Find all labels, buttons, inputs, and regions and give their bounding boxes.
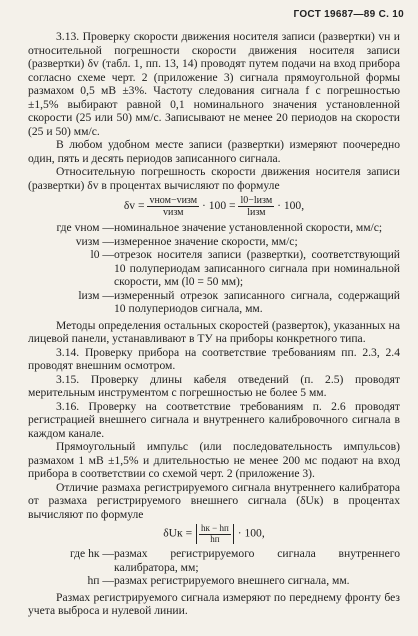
formula-lhs: δv = xyxy=(123,199,145,213)
document-body xyxy=(28,30,400,618)
paragraph-methods: Методы определения остальных скоростей (разверток), указанных на лицевой панели, устанавливают в ТУ на приборы конкретного типа. xyxy=(28,318,400,345)
paragraph-3-13: 3.13. Проверку скорости движения носителя записи (развертки) vн и относительной погрешности скорости движения носителя записи (развертки) δv (табл. 1, пп. 13, 14) проводят путем подачи на вход прибора согласно схеме черт. 2 (приложение 3) сигнала прямоугольной формы размахом 0,5 мВ ±3%. Частоту следования сигнала f с погрешностью ±1,5% выбирают равной 0,1 номинального значения установленной скорости (25 или 50) мм/с. Записывают не менее 20 периодов на скорости (25 и 50) мм/с. xyxy=(28,30,400,138)
where-key: lизм — xyxy=(78,288,114,302)
where-item xyxy=(28,235,400,249)
where-key: где vном — xyxy=(56,221,114,234)
fraction-velocity xyxy=(147,195,199,218)
paragraph-3-15: 3.15. Проверку длины кабеля отведений (п. 2.5) проводят мерительным инструментом с погрешностью не более 5 мм. xyxy=(28,372,400,399)
where-item xyxy=(28,574,400,588)
formula-lhs: δUк = xyxy=(163,526,193,540)
paragraph-pulse: Прямоугольный импульс (или последовательность импульсов) размахом 1 мВ ±1,5% и длительностью не менее 200 мс подают на вход прибора в соответствии со схемой черт. 2 (приложение 3). xyxy=(28,440,400,480)
where-item xyxy=(28,547,400,574)
formula-velocity-error xyxy=(28,195,400,218)
where-value: размах регистрируемого сигнала внутреннего калибратора, мм; xyxy=(114,547,400,574)
where-value: измеренное значение скорости, мм/с; xyxy=(114,234,298,248)
absolute-value-bars xyxy=(196,524,234,544)
formula-end: · 100, xyxy=(277,199,305,213)
fraction-denominator: vизм xyxy=(163,207,184,218)
formula-mid: · 100 = xyxy=(201,199,236,213)
where-list-2 xyxy=(28,547,400,588)
fraction-length xyxy=(238,195,274,218)
where-value: номинальное значение установленной скорости, мм/с; xyxy=(114,221,383,234)
where-key: hп — xyxy=(87,574,114,587)
where-list-1 xyxy=(28,221,400,316)
fraction-denominator: hп xyxy=(210,533,220,544)
where-item xyxy=(28,248,400,289)
fraction-numerator: l0−lизм xyxy=(240,195,273,206)
fraction-amplitude xyxy=(199,524,231,544)
where-value: отрезок носителя записи (развертки), соответствующий 10 полупериодам записанного сигнала при номинальной скорости, мм (l0 = 50 мм); xyxy=(114,248,400,288)
where-item xyxy=(28,289,400,316)
formula-amplitude-diff xyxy=(28,524,400,544)
paragraph-relative-error: Относительную погрешность скорости движения носителя записи (развертки) δv в процентах вычисляют по формуле xyxy=(28,165,400,192)
fraction-numerator: vном−vизм xyxy=(149,195,198,206)
fraction-numerator: hк − hп xyxy=(201,523,229,533)
where-key: vизм — xyxy=(75,234,114,248)
page-header: ГОСТ 19687—89 С. 10 xyxy=(293,9,404,20)
where-key: l0 — xyxy=(90,248,114,261)
paragraph-any-place: В любом удобном месте записи (развертки) измеряют поочередно один, пять и десять периодов записанного сигнала. xyxy=(28,138,400,165)
paragraph-3-16: 3.16. Проверку на соответствие требованиям п. 2.6 проводят регистрацией внешнего сигнала и внутреннего калибровочного сигнала в каждом канале. xyxy=(28,399,400,440)
paragraph-measure-front: Размах регистрируемого сигнала измеряют по переднему фронту без учета выброса и нулевой линии. xyxy=(28,590,400,617)
where-item xyxy=(28,221,400,235)
where-value: измеренный отрезок записанного сигнала, содержащий 10 полупериодов сигнала, мм. xyxy=(114,288,400,315)
paragraph-3-14: 3.14. Проверку прибора на соответствие требованиям пп. 2.3, 2.4 проводят внешним осмотром. xyxy=(28,345,400,372)
paragraph-amplitude-diff: Отличие размаха регистрируемого сигнала внутреннего калибратора от размаха регистрируемого внешнего сигнала (δUк) в процентах вычисляют по формуле xyxy=(28,480,400,521)
formula-end: · 100, xyxy=(237,526,265,540)
fraction-denominator: lизм xyxy=(247,207,266,218)
where-key: где hк — xyxy=(69,547,114,560)
where-value: размах регистрируемого внешнего сигнала, мм. xyxy=(114,574,350,587)
